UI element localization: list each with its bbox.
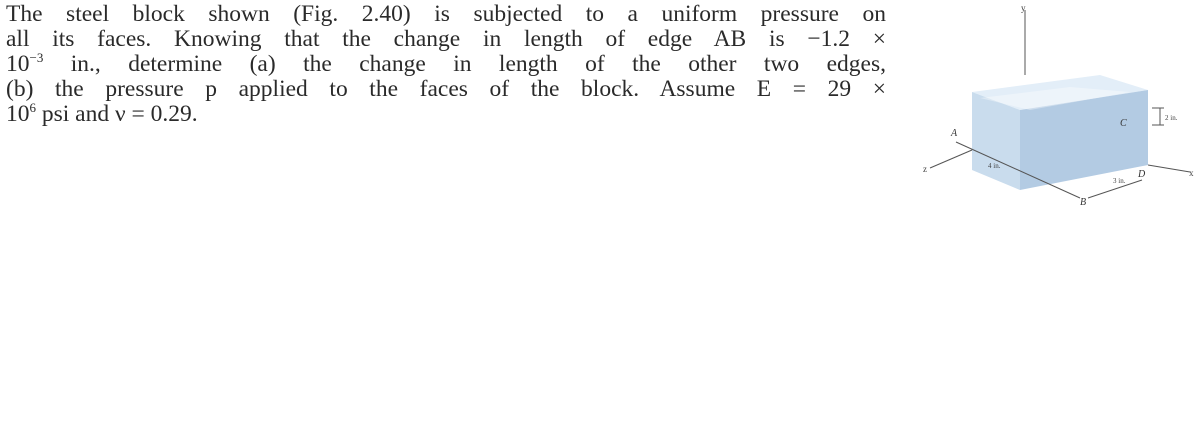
z-axis-line	[930, 150, 972, 168]
x-axis-line	[1148, 165, 1190, 172]
steel-block-figure	[920, 0, 1195, 215]
steel-block-diagram	[920, 0, 1195, 215]
problem-line-4: (b) the pressure p applied to the faces of the block. Assume E = 29 ×	[6, 76, 886, 102]
problem-line-5-exponent: 6	[29, 100, 36, 116]
problem-line-5-base: 10	[6, 101, 30, 127]
problem-line-5-rest: psi and ν = 0.29.	[36, 101, 198, 127]
label-z: z	[923, 164, 927, 174]
label-d: D	[1138, 169, 1146, 180]
label-a: A	[951, 128, 958, 139]
label-y: y	[1021, 3, 1026, 13]
problem-line-2: all its faces. Knowing that the change in length of edge AB is −1.2 ×	[6, 26, 886, 52]
problem-statement	[6, 2, 886, 127]
dimension-bd-label: 3 in.	[1113, 177, 1126, 185]
problem-line-3-rest: in., determine (a) the change in length of the other two edges,	[43, 51, 886, 77]
label-b: B	[1080, 197, 1087, 208]
problem-line-5	[6, 102, 886, 127]
problem-line-3-base: 10	[6, 51, 30, 77]
label-c: C	[1120, 118, 1127, 129]
problem-line-1: The steel block shown (Fig. 2.40) is subjected to a uniform pressure on	[6, 1, 886, 27]
label-x: x	[1189, 168, 1194, 178]
dimension-height-label: 2 in.	[1165, 114, 1178, 122]
problem-line-3-exponent: −3	[29, 50, 44, 66]
dimension-ab-label: 4 in.	[988, 162, 1001, 170]
problem-line-3	[6, 52, 886, 77]
